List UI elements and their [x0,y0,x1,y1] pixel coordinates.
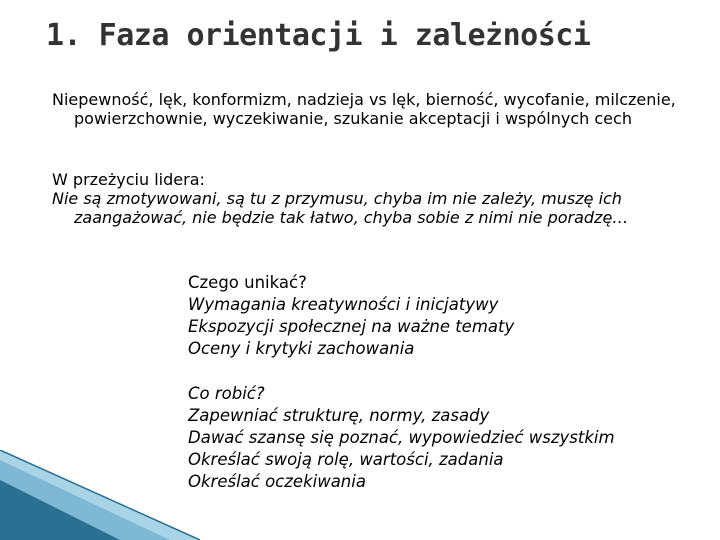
corner-decoration [0,450,200,540]
leader-label: W przeżyciu lidera: [52,170,205,189]
avoid-section [188,272,514,360]
avoid-item: Wymagania kreatywności i inicjatywy [188,295,499,314]
todo-item: Zapewniać strukturę, normy, zasady [188,406,490,425]
todo-item: Określać oczekiwania [188,472,366,491]
avoid-item: Oceny i krytyki zachowania [188,339,415,358]
avoid-heading: Czego unikać? [188,273,307,292]
slide-title: 1. Faza orientacji i zależności [46,18,591,53]
phase-description: Niepewność, lęk, konformizm, nadzieja vs lęk, bierność, wycofanie, milczenie, powierzchownie, wyczekiwanie, szukanie akceptacji i wspólnych cech [52,90,676,128]
todo-item: Dawać szansę się poznać, wypowiedzieć wszystkim [188,428,615,447]
todo-section [188,383,615,493]
avoid-item: Ekspozycji społecznej na ważne tematy [188,317,515,336]
leader-quote: Nie są zmotywowani, są tu z przymusu, chyba im nie zależy, muszę ich zaangażować, nie będzie tak łatwo, chyba sobie z nimi nie poradzę… [52,189,629,227]
todo-heading: Co robić? [188,384,265,403]
leader-section [52,170,672,227]
todo-item: Określać swoją rolę, wartości, zadania [188,450,504,469]
